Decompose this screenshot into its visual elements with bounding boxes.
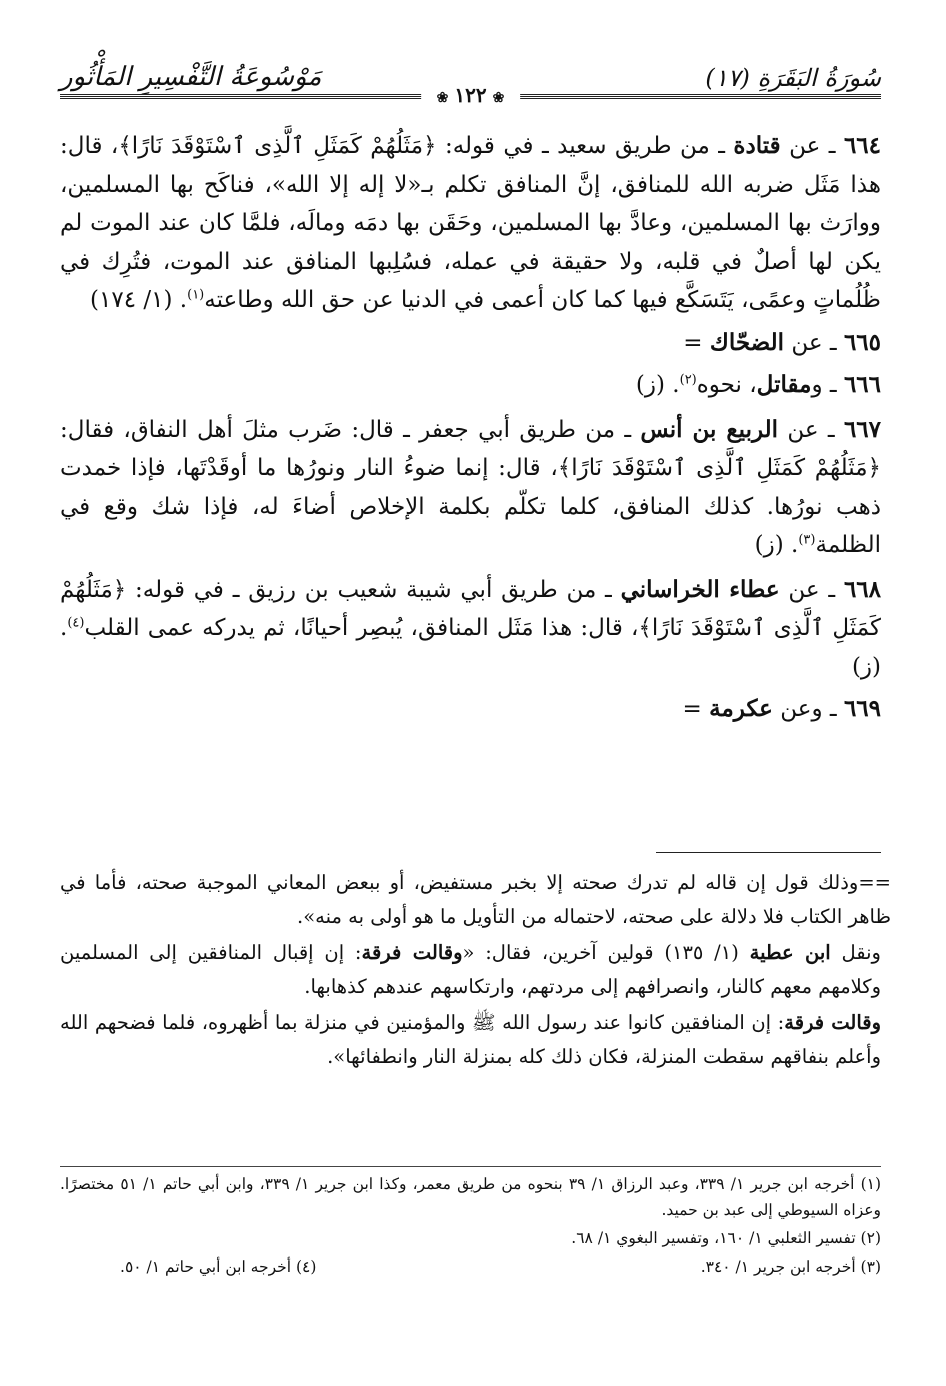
commentary-separator (656, 852, 881, 853)
footnote-ref[interactable]: (٤) (67, 615, 85, 631)
entry-number: ٦٦٩ (843, 695, 881, 722)
ornament-icon: ❀ (492, 90, 505, 106)
commentary-continuation: ==وذلك قول إن قاله لم تدرك صحته إلا بخبر مستفيض، أو ببعض المعاني الموجبة صحته، فأما في ظاهر الكتاب فلا دلالة على صحته، لاحتماله من التأويل ما هو أولى به منه». (60, 871, 891, 928)
footnote-row (60, 1255, 881, 1281)
page-number-text: ١٢٢ (454, 83, 487, 107)
entry-666: ٦٦٦ ـ ومقاتل، نحوه$^{(٢)}$. (ز) (635, 371, 881, 398)
page-number (421, 83, 521, 107)
entry-number: ٦٦٥ (843, 328, 881, 356)
narrator-name: الربيع بن أنس (640, 415, 779, 443)
footnote-ref[interactable]: (٣) (798, 532, 816, 548)
entry-text: = (683, 329, 710, 356)
commentary-ibn-atiyya: ونقل ابن عطية (١/ ١٣٥) قولين آخرين، فقال: «وقالت فرقة: إن إقبال المنافقين إلى المسلمين وكلامهم معهم كالنار، وانصرافهم إلى مردتهم، وارتكاسهم عندهم كذهابها. (60, 941, 881, 998)
footnote-2: (٢) تفسير الثعلبي ١/ ١٦٠، وتفسير البغوي ١/ ٦٨. (571, 1229, 881, 1247)
entry-text: ـ من طريق سعيد ـ في قوله: ﴿مَثَلُهُمْ كَمَثَلِ ٱلَّذِى ٱسْتَوْقَدَ نَارًا﴾، قال: هذا مَثَل ضربه الله للمنافق، إنَّ المنافق تكلم بـ«لا إله إلا الله»، فناكَح بها المسلمين، ووارَث بها المسلمين، وعادَّ بها المسلمين، وحَقَن بها دمَه ومالَه، فلمَّا كان عند الموت لم يكن لها أصلٌ في قلبه، ولا حقيقة في عمله، فسُلِبها المنافق عند الموت، فتُرِك في ظُلُماتٍ وعمًى، يَتَسَكَّع فيها كما كان أعمى في الدنيا عن حق الله وطاعته (60, 133, 881, 313)
footnote-separator (60, 1166, 881, 1167)
entry-668: ٦٦٨ ـ عن عطاء الخراساني ـ من طريق أبي شيبة شعيب بن رزيق ـ في قوله: ﴿مَثَلُهُمْ كَمَثَلِ ٱلَّذِى ٱسْتَوْقَدَ نَارًا﴾، قال: هذا مَثَل المنافق، يُبصِر أحيانًا، ثم يدركه عمى القلب$^{(٤)}$. (ز) (60, 575, 881, 680)
surah-title: سُورَةُ البَقَرَةِ (١٧) (705, 64, 881, 92)
commentary-second-opinion: وقالت فرقة: إن المنافقين كانوا عند رسول الله ﷺ والمؤمنين في منزلة بما أظهروه، فلما فضحهم الله وأعلم بنفاقهم سقطت المنزلة، فكان ذلك كله بمنزلة النار وانطفائها». (60, 1011, 882, 1068)
main-text (60, 127, 881, 733)
entry-number: ٦٦٤ (843, 132, 881, 159)
footnote-4: (٤) أخرجه ابن أبي حاتم ١/ ٥٠. (120, 1257, 317, 1276)
entry-number: ٦٦٨ (843, 575, 881, 603)
entry-667: ٦٦٧ ـ عن الربيع بن أنس ـ من طريق أبي جعفر ـ قال: ضَرب مثلَ أهل النفاق، فقال: ﴿مَثَلُهُمْ كَمَثَلِ ٱلَّذِى ٱسْتَوْقَدَ نَارًا﴾، قال: إنما ضوءُ النار ونورُها ما أوقَدْتَها، فإذا خمدت ذهب نورُها. كذلك المنافق، كلما تكلّم بكلمة الإخلاص أضاءَ له، فإذا شك وقع في الظلمة$^{(٣)}$. (ز) (60, 415, 881, 558)
page-header (60, 46, 881, 116)
entry-665: ٦٦٥ ـ عن الضحّاك = (683, 328, 881, 356)
footnotes (60, 1172, 881, 1280)
entry-text: ـ من طريق أبي شيبة شعيب بن رزيق ـ في قوله: ﴿مَثَلُهُمْ كَمَثَلِ ٱلَّذِى ٱسْتَوْقَدَ نَارًا﴾، قال: هذا مَثَل المنافق، يُبصِر أحيانًا، ثم يدركه عمى القلب (60, 576, 881, 641)
book-title: مَوْسُوعَةُ التَّفْسِيرِ المَأْثُور (60, 62, 322, 92)
entry-text: ، نحوه (696, 372, 757, 398)
scholar-name: ابن عطية (749, 941, 831, 964)
commentary (60, 866, 891, 1076)
narrator-name: قتادة (733, 132, 781, 159)
entry-text: ـ من طريق أبي جعفر ـ قال: ضَرب مثلَ أهل النفاق، فقال: ﴿مَثَلُهُمْ كَمَثَلِ ٱلَّذِى ٱسْتَوْقَدَ نَارًا﴾، قال: إنما ضوءُ النار ونورُها ما أوقَدْتَها، فإذا خمدت ذهب نورُها. كذلك المنافق، كلما تكلّم بكلمة الإخلاص أضاءَ له، فإذا شك وقع في الظلمة (60, 416, 881, 558)
narrator-name: مقاتل (756, 371, 812, 398)
entry-number: ٦٦٦ (843, 371, 881, 398)
entry-number: ٦٦٧ (843, 415, 881, 443)
ornament-icon: ❀ (436, 90, 449, 106)
opinion-label: وقالت فرقة (784, 1011, 882, 1034)
footnote-1: (١) أخرجه ابن جرير ١/ ٣٣٩، وعبد الرزاق ١/ ٣٩ بنحوه من طريق معمر، وكذا ابن جرير ١/ ٣٣٩، وابن أبي حاتم ١/ ٥١ مختصرًا. وعزاه السيوطي إلى عبد بن حميد. (60, 1175, 882, 1219)
narrator-name: الضحّاك (709, 328, 785, 356)
footnote-3: (٣) أخرجه ابن جرير ١/ ٣٤٠. (700, 1257, 881, 1276)
entry-664: ٦٦٤ ـ عن قتادة ـ من طريق سعيد ـ في قوله: ﴿مَثَلُهُمْ كَمَثَلِ ٱلَّذِى ٱسْتَوْقَدَ نَارًا﴾، قال: هذا مَثَل ضربه الله للمنافق، إنَّ المنافق تكلم بـ«لا إله إلا الله»، فناكَح بها المسلمين، ووارَث بها المسلمين، وعادَّ بها المسلمين، وحَقَن بها دمَه ومالَه، فلمَّا كان عند الموت لم يكن لها أصلٌ في قلبه، ولا حقيقة في عمله، فسُلِبها المنافق عند الموت، فتُرِك في ظُلُماتٍ وعمًى، يَتَسَكَّع فيها كما كان أعمى في الدنيا عن حق الله وطاعته$^{(١)}$. (١/ ١٧٤) (60, 132, 881, 313)
narrator-name: عطاء الخراساني (620, 575, 780, 603)
footnote-ref[interactable]: (١) (187, 287, 205, 303)
entry-text: = (682, 696, 710, 722)
narrator-name: عكرمة (709, 695, 773, 722)
footnote-ref[interactable]: (٢) (679, 372, 697, 388)
entry-669: ٦٦٩ ـ وعن عكرمة = (682, 695, 881, 722)
opinion-label: وقالت فرقة (361, 941, 463, 964)
